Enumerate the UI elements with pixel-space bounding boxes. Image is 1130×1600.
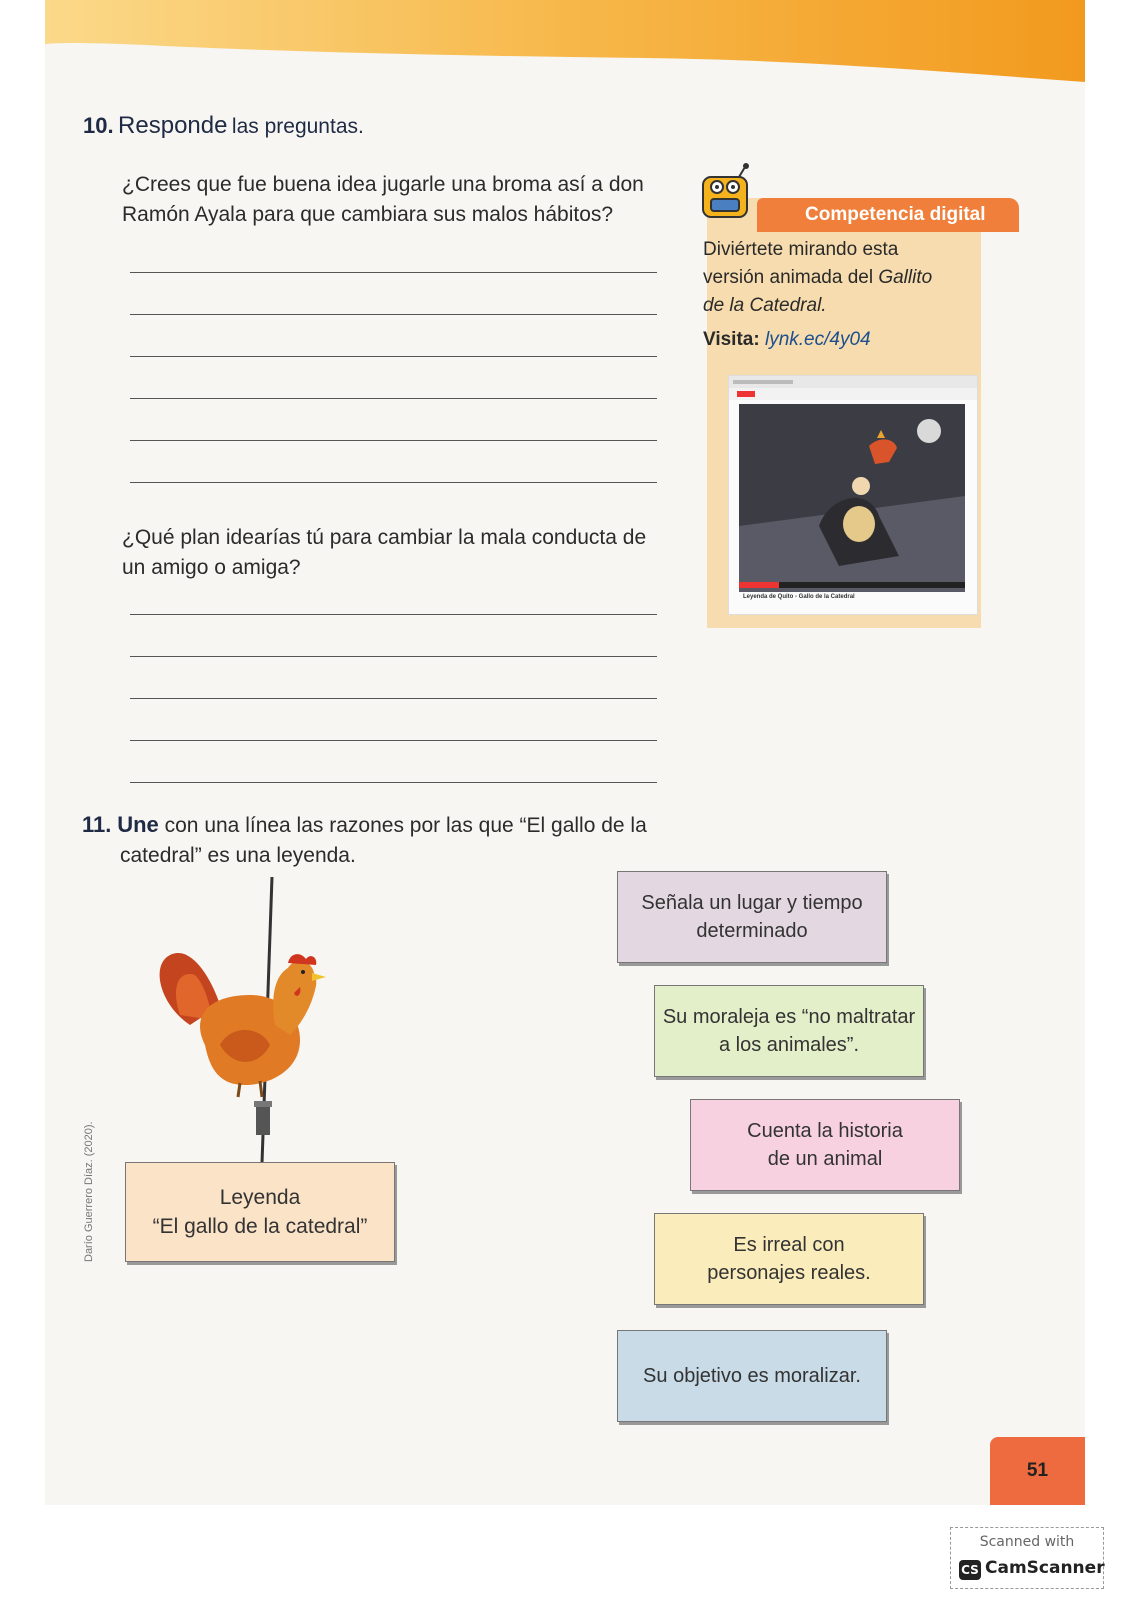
answer-line[interactable]	[130, 740, 657, 741]
reason-line-1: Señala un lugar y tiempo	[641, 892, 863, 914]
answer-line[interactable]	[130, 614, 657, 615]
answer-line[interactable]	[130, 440, 657, 441]
camscanner-watermark	[950, 1527, 1104, 1589]
answer-line[interactable]	[130, 356, 657, 357]
section-10-heading	[83, 112, 364, 140]
illustration-credit: Darío Guerrero Díaz. (2020).	[83, 1121, 95, 1262]
video-caption: Leyenda de Quito - Gallo de la Catedral	[743, 594, 855, 600]
reason-line-1: Es irreal con	[733, 1234, 845, 1256]
reason-line-2: a los animales”.	[718, 1034, 860, 1056]
visit-label: Visita:	[703, 329, 760, 350]
reason-box[interactable]	[617, 871, 887, 963]
camscanner-brand: CamScanner	[985, 1558, 1105, 1578]
answer-line[interactable]	[130, 398, 657, 399]
legend-box[interactable]	[125, 1162, 395, 1262]
section-11-title-rest: con una línea las razones por las que “El gallo de la	[164, 814, 647, 837]
reason-line-2: de un animal	[767, 1148, 883, 1170]
question-2	[122, 523, 646, 583]
reason-box[interactable]	[690, 1099, 960, 1191]
reason-box[interactable]	[654, 1213, 924, 1305]
section-11-number: 11.	[82, 812, 112, 837]
top-orange-band	[45, 0, 1085, 90]
question-2-line-1: ¿Qué plan idearías tú para cambiar la mala conducta de	[122, 526, 647, 549]
question-1-line-1: ¿Crees que fue buena idea jugarle una broma así a don	[122, 173, 644, 196]
answer-line[interactable]	[130, 698, 657, 699]
reason-line-2: personajes reales.	[707, 1262, 871, 1284]
answer-line[interactable]	[130, 314, 657, 315]
answer-line[interactable]	[130, 782, 657, 783]
reason-line-1: Su objetivo es moralizar.	[643, 1365, 861, 1387]
digital-text-line-2	[703, 264, 973, 292]
question-1	[122, 170, 644, 230]
workbook-page	[45, 0, 1085, 1505]
digital-text-line-3-italic: de la Catedral.	[703, 295, 827, 316]
digital-text-line-2-italic: Gallito	[878, 267, 933, 288]
legend-line-2: “El gallo de la catedral”	[152, 1215, 368, 1238]
question-1-line-2: Ramón Ayala para que cambiara sus malos hábitos?	[122, 203, 614, 226]
legend-line-1: Leyenda	[219, 1186, 301, 1209]
digital-text-line-3	[703, 292, 973, 320]
reason-box[interactable]	[617, 1330, 887, 1422]
digital-text-line-2-plain: versión animada del	[703, 267, 879, 288]
visit-link[interactable]: lynk.ec/4y04	[764, 329, 871, 350]
section-11-heading	[82, 810, 647, 871]
rooster-weathervane-illustration	[150, 875, 340, 1165]
video-screenshot[interactable]	[728, 375, 978, 615]
page-number: 51	[990, 1437, 1085, 1505]
scanned-with-text: Scanned with	[979, 1534, 1075, 1550]
robot-mascot-icon	[695, 163, 765, 233]
section-11-heading-line-2: catedral” es una leyenda.	[120, 844, 356, 867]
answer-line[interactable]	[130, 656, 657, 657]
digital-competence-tab: Competencia digital	[757, 198, 1019, 232]
reason-line-1: Su moraleja es “no maltratar	[662, 1006, 916, 1028]
section-11-title-bold: Une	[117, 812, 159, 837]
section-10-title-bold: Responde	[118, 112, 228, 139]
answer-line[interactable]	[130, 482, 657, 483]
video-frame-illustration	[729, 376, 977, 614]
reason-line-1: Cuenta la historia	[747, 1120, 903, 1142]
answer-line[interactable]	[130, 272, 657, 273]
reason-line-2: determinado	[696, 920, 808, 942]
question-2-line-2: un amigo o amiga?	[122, 556, 301, 579]
digital-competence-text	[703, 236, 973, 354]
digital-text-line-1: Diviértete mirando esta	[703, 239, 899, 260]
camscanner-logo-icon: CS	[959, 1560, 981, 1580]
section-10-number: 10.	[83, 113, 114, 138]
section-11-heading-line-1	[82, 810, 647, 841]
section-10-title-rest: las preguntas.	[231, 115, 364, 138]
digital-visit-row	[703, 326, 973, 354]
reason-box[interactable]	[654, 985, 924, 1077]
